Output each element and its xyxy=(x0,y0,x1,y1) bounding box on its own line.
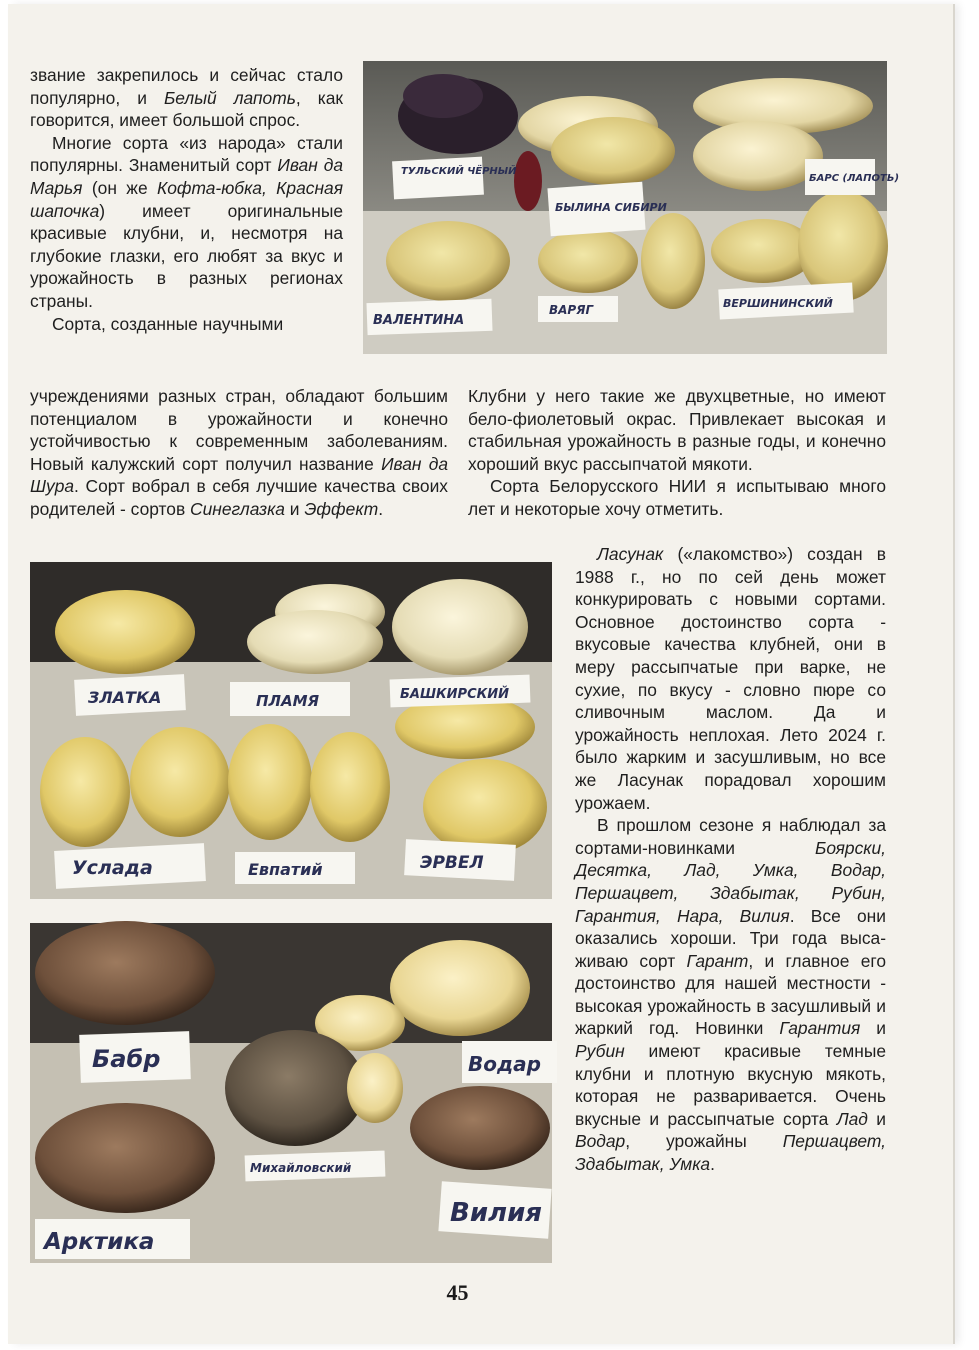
paragraph-6: Ласунак («лакомство») создан в 1988 г., но по сей день может конкурировать с новыми сортами. Основное достоинство сорта - вкусовые качества клубней, они в меру рассыпчатые при варке, не сухие, по вкусу - словно пюре со сливочным маслом. Да и урожайность неплохая. Лето 2024 г. было жарким и засушливым, но все же Ласунак порадовал хорошим урожаем. xyxy=(575,544,886,813)
label-tulsky: ТУЛЬСКИЙ ЧЁРНЫЙ xyxy=(401,166,517,177)
label-plamya: ПЛАМЯ xyxy=(256,692,320,710)
text-block-6 xyxy=(575,543,886,1176)
paragraph-3: учреждениями разных стран, обладают большим потенциалом в урожайности и конечно устойчивостью к современным заболеваниям. Новый калужский сорт получил название Иван да Шура. Сорт вобрал в себя лучшие качества своих родителей - сортов Синеглазка и Эффект. xyxy=(30,386,448,519)
label-bashkirsky: БАШКИРСКИЙ xyxy=(400,687,509,702)
photo-bottom-illustration xyxy=(30,923,552,1263)
paragraph-5: Сорта Белорусского НИИ я испытываю много лет и некоторые хочу отметить. xyxy=(468,476,886,519)
photo-top-illustration xyxy=(363,61,900,354)
photo-middle-illustration xyxy=(30,562,552,899)
label-bylina: БЫЛИНА СИБИРИ xyxy=(555,201,667,214)
page-number: 45 xyxy=(446,1280,469,1305)
label-babr: Бабр xyxy=(92,1045,161,1073)
paragraph-2: Многие сорта «из народа» стали популярны. Знаменитый сорт Иван да Марья (он же Кофта-юбка, Красная шапочка) имеет оригинальные красивые клубни, и, несмотря на глубокие глазки, его любят за вкус и урожайность в разных регионах страны. xyxy=(30,132,344,311)
photo-potatoes-middle xyxy=(30,562,552,899)
paragraph-7: В прошлом сезоне я наблюдал за сортами-новинками Боярски, Десятка, Лад, Умка, Водар, Першацвет, Здабытак, Рубин, Гарантия, Нара, Вилия. Все они оказались хороши. Три года высаживаю сорт Гарант, и главное его достоинство для нашей местности - высокая урожайность в засушливый и жаркий год. Новинки Гарантия и Рубин имеют красивые темные клубни и плотную вкусную мякоть, которая не разваривается. Очень вкусные и рассыпчатые сорта Лад и Водар, урожайны Першацвет, Здабытак, Умка. xyxy=(575,815,886,1175)
text-block-1 xyxy=(30,64,343,335)
label-evpaty: Евпатий xyxy=(248,860,323,879)
label-bars: БАРС (ЛАПОТЬ) xyxy=(809,173,900,184)
photo-potatoes-bottom xyxy=(30,923,552,1263)
label-zlatka: ЗЛАТКА xyxy=(88,688,162,707)
label-valentina: ВАЛЕНТИНА xyxy=(373,313,465,328)
photo-potatoes-top xyxy=(363,61,900,354)
label-ervel: ЭРВЕЛ xyxy=(420,853,484,873)
label-arktika: Арктика xyxy=(44,1229,155,1255)
paragraph-3-start: Сорта, созданные научными xyxy=(52,313,284,334)
paragraph-4: Клубни у него такие же двухцветные, но имеют бело-фиолетовый окрас. Привлекает высокая и стабильная урожайность в разные годы, и конечно хороший вкус рассыпчатой мякоти. xyxy=(468,386,886,474)
label-uslada: Услада xyxy=(72,857,153,879)
label-viliya: Вилия xyxy=(450,1198,542,1228)
label-vershininsky: ВЕРШИНИНСКИЙ xyxy=(723,297,833,310)
text-block-3 xyxy=(30,385,448,521)
label-vodar: Водар xyxy=(468,1052,541,1076)
text-block-4 xyxy=(468,385,886,521)
label-mikhailovsky: Михайловский xyxy=(250,1161,352,1175)
paragraph-1: звание закрепилось и сейчас стало популярно, и Белый лапоть, как говорится, имеет большой спрос. xyxy=(30,65,344,131)
label-varyag: ВАРЯГ xyxy=(549,303,594,317)
